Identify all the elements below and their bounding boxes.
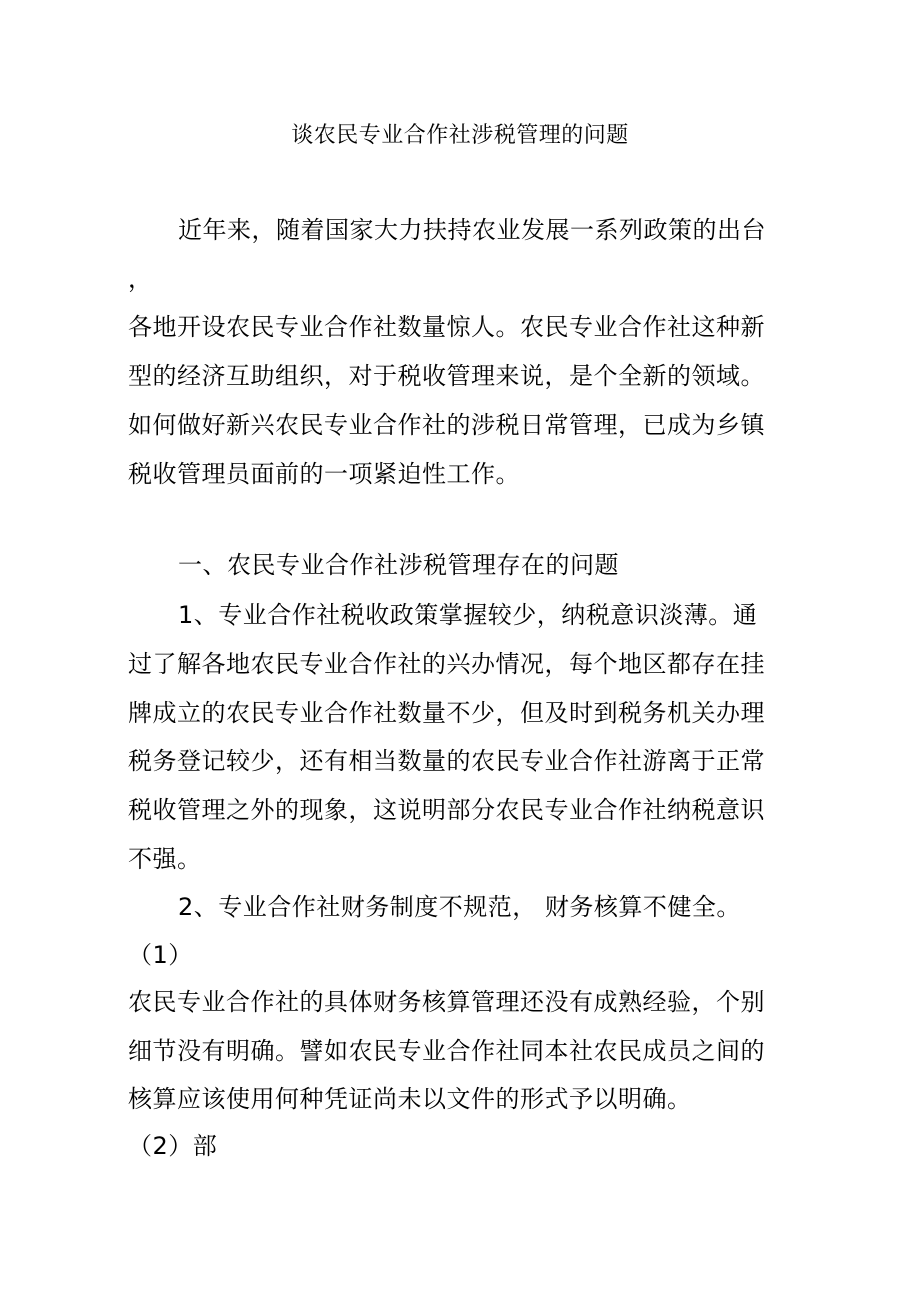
paragraph-line: 1、专业合作社税收政策掌握较少，纳税意识淡薄。通 <box>178 601 758 629</box>
paragraph-line: 农民专业合作社的具体财务核算管理还没有成熟经验，个别 <box>128 988 765 1016</box>
paragraph-line: 近年来，随着国家大力扶持农业发展一系列政策的出台 <box>178 216 766 244</box>
paragraph-line: 不强。 <box>128 845 202 873</box>
paragraph-line: ， <box>128 265 153 293</box>
paragraph-line: 过了解各地农民专业合作社的兴办情况，每个地区都存在挂 <box>128 650 765 678</box>
paragraph-line: 牌成立的农民专业合作社数量不少，但及时到税务机关办理 <box>128 699 765 727</box>
paragraph-line: 税收管理之外的现象，这说明部分农民专业合作社纳税意识 <box>128 796 765 824</box>
paragraph-line: 税收管理员面前的一项紧迫性工作。 <box>128 460 520 488</box>
paragraph-line: 各地开设农民专业合作社数量惊人。农民专业合作社这种新 <box>128 313 765 341</box>
paragraph-line: 税务登记较少，还有相当数量的农民专业合作社游离于正常 <box>128 747 765 775</box>
paragraph-line: 2、专业合作社财务制度不规范， 财务核算不健全。 <box>178 893 741 921</box>
paragraph-line: 细节没有明确。譬如农民专业合作社同本社农民成员之间的 <box>128 1037 765 1065</box>
document-title: 谈农民专业合作社涉税管理的问题 <box>291 123 629 148</box>
section-heading: 一、农民专业合作社涉税管理存在的问题 <box>178 551 619 579</box>
paragraph-line: 型的经济互助组织，对于税收管理来说，是个全新的领域。 <box>128 362 765 390</box>
paragraph-line: 如何做好新兴农民专业合作社的涉税日常管理，已成为乡镇 <box>128 411 765 439</box>
paragraph-line: （1） <box>128 941 193 969</box>
paragraph-line: 核算应该使用何种凭证尚未以文件的形式予以明确。 <box>128 1085 692 1113</box>
paragraph-line: （2）部 <box>128 1132 218 1160</box>
